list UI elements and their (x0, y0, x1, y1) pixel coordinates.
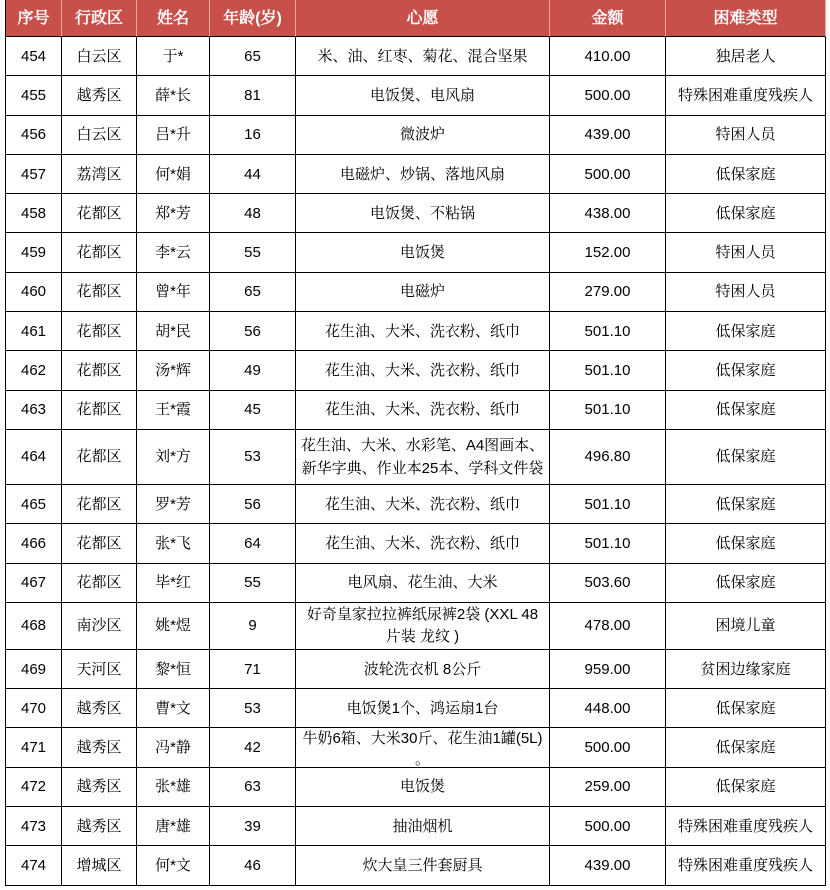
cell-name: 王*霞 (137, 391, 210, 430)
cell-difficulty-type: 低保家庭 (666, 155, 826, 194)
cell-amount: 501.10 (550, 312, 666, 351)
cell-wish: 花生油、大米、洗衣粉、纸巾 (296, 391, 550, 430)
cell-index: 464 (6, 430, 62, 485)
cell-name: 何*娟 (137, 155, 210, 194)
wish-list-table (5, 0, 826, 886)
header-amount: 金额 (550, 0, 666, 37)
cell-amount: 500.00 (550, 76, 666, 115)
cell-district: 白云区 (62, 116, 137, 155)
cell-index: 456 (6, 116, 62, 155)
cell-index: 465 (6, 485, 62, 524)
cell-index: 461 (6, 312, 62, 351)
cell-age: 45 (210, 391, 296, 430)
cell-name: 毕*红 (137, 564, 210, 603)
table-row (6, 116, 826, 155)
cell-amount: 410.00 (550, 37, 666, 76)
cell-district: 花都区 (62, 485, 137, 524)
cell-wish: 电饭煲、电风扇 (296, 76, 550, 115)
cell-amount: 959.00 (550, 650, 666, 689)
cell-age: 64 (210, 524, 296, 563)
table-row (6, 650, 826, 689)
header-wish: 心愿 (296, 0, 550, 37)
cell-wish: 电饭煲1个、鸿运扇1台 (296, 689, 550, 728)
cell-amount: 501.10 (550, 391, 666, 430)
cell-district: 越秀区 (62, 76, 137, 115)
cell-age: 63 (210, 768, 296, 807)
table-row (6, 273, 826, 312)
cell-district: 越秀区 (62, 807, 137, 846)
cell-index: 471 (6, 728, 62, 767)
header-difficulty-type: 困难类型 (666, 0, 826, 37)
table-row (6, 233, 826, 272)
cell-difficulty-type: 特殊困难重度残疾人 (666, 76, 826, 115)
cell-difficulty-type: 低保家庭 (666, 564, 826, 603)
cell-amount: 500.00 (550, 155, 666, 194)
cell-name: 薛*长 (137, 76, 210, 115)
cell-wish: 炊大皇三件套厨具 (296, 846, 550, 885)
cell-name: 于* (137, 37, 210, 76)
table-row (6, 768, 826, 807)
cell-age: 44 (210, 155, 296, 194)
cell-difficulty-type: 低保家庭 (666, 351, 826, 390)
cell-district: 花都区 (62, 351, 137, 390)
cell-age: 71 (210, 650, 296, 689)
cell-index: 473 (6, 807, 62, 846)
cell-wish: 花生油、大米、洗衣粉、纸巾 (296, 312, 550, 351)
cell-amount: 478.00 (550, 603, 666, 650)
header-age: 年龄(岁) (210, 0, 296, 37)
cell-difficulty-type: 低保家庭 (666, 430, 826, 485)
cell-age: 55 (210, 233, 296, 272)
cell-wish: 花生油、大米、洗衣粉、纸巾 (296, 524, 550, 563)
table-row (6, 312, 826, 351)
cell-age: 49 (210, 351, 296, 390)
cell-difficulty-type: 贫困边缘家庭 (666, 650, 826, 689)
cell-wish: 抽油烟机 (296, 807, 550, 846)
cell-name: 汤*辉 (137, 351, 210, 390)
cell-district: 花都区 (62, 430, 137, 485)
cell-wish: 电饭煲 (296, 233, 550, 272)
table-row (6, 689, 826, 728)
cell-district: 花都区 (62, 233, 137, 272)
cell-age: 53 (210, 689, 296, 728)
table-header-row (6, 0, 826, 37)
table-row (6, 155, 826, 194)
cell-amount: 500.00 (550, 807, 666, 846)
cell-age: 46 (210, 846, 296, 885)
cell-age: 48 (210, 194, 296, 233)
cell-index: 454 (6, 37, 62, 76)
header-index: 序号 (6, 0, 62, 37)
cell-name: 曹*文 (137, 689, 210, 728)
cell-index: 459 (6, 233, 62, 272)
table-row (6, 351, 826, 390)
cell-index: 470 (6, 689, 62, 728)
table-row (6, 194, 826, 233)
cell-difficulty-type: 特困人员 (666, 116, 826, 155)
table-row (6, 430, 826, 485)
cell-district: 花都区 (62, 273, 137, 312)
header-name: 姓名 (137, 0, 210, 37)
cell-wish: 花生油、大米、洗衣粉、纸巾 (296, 351, 550, 390)
cell-district: 花都区 (62, 312, 137, 351)
table-row (6, 564, 826, 603)
cell-age: 53 (210, 430, 296, 485)
cell-index: 466 (6, 524, 62, 563)
cell-wish: 好奇皇家拉拉裤纸尿裤2袋 (XXL 48片装 龙纹 ) (296, 603, 550, 650)
cell-wish: 电磁炉、炒锅、落地风扇 (296, 155, 550, 194)
cell-wish: 牛奶6箱、大米30斤、花生油1罐(5L)。 (296, 728, 550, 767)
cell-wish: 电饭煲 (296, 768, 550, 807)
cell-difficulty-type: 低保家庭 (666, 768, 826, 807)
cell-difficulty-type: 特殊困难重度残疾人 (666, 846, 826, 885)
cell-district: 天河区 (62, 650, 137, 689)
cell-difficulty-type: 低保家庭 (666, 485, 826, 524)
cell-age: 55 (210, 564, 296, 603)
cell-district: 越秀区 (62, 768, 137, 807)
cell-age: 65 (210, 273, 296, 312)
table-row (6, 391, 826, 430)
cell-name: 张*飞 (137, 524, 210, 563)
cell-name: 黎*恒 (137, 650, 210, 689)
table-row (6, 524, 826, 563)
cell-difficulty-type: 困境儿童 (666, 603, 826, 650)
cell-district: 增城区 (62, 846, 137, 885)
cell-amount: 438.00 (550, 194, 666, 233)
cell-wish: 电饭煲、不粘锅 (296, 194, 550, 233)
cell-difficulty-type: 低保家庭 (666, 194, 826, 233)
cell-name: 胡*民 (137, 312, 210, 351)
cell-name: 冯*静 (137, 728, 210, 767)
cell-amount: 503.60 (550, 564, 666, 603)
cell-index: 474 (6, 846, 62, 885)
cell-amount: 279.00 (550, 273, 666, 312)
cell-amount: 448.00 (550, 689, 666, 728)
cell-age: 42 (210, 728, 296, 767)
cell-difficulty-type: 特困人员 (666, 273, 826, 312)
cell-district: 越秀区 (62, 689, 137, 728)
header-district: 行政区 (62, 0, 137, 37)
cell-name: 张*雄 (137, 768, 210, 807)
table-row (6, 485, 826, 524)
cell-district: 白云区 (62, 37, 137, 76)
cell-amount: 496.80 (550, 430, 666, 485)
cell-wish: 米、油、红枣、菊花、混合坚果 (296, 37, 550, 76)
cell-age: 9 (210, 603, 296, 650)
table-row (6, 807, 826, 846)
cell-amount: 501.10 (550, 485, 666, 524)
cell-age: 56 (210, 485, 296, 524)
cell-wish: 电风扇、花生油、大米 (296, 564, 550, 603)
table-row (6, 728, 826, 767)
cell-index: 468 (6, 603, 62, 650)
cell-index: 458 (6, 194, 62, 233)
cell-amount: 500.00 (550, 728, 666, 767)
cell-name: 罗*芳 (137, 485, 210, 524)
cell-index: 467 (6, 564, 62, 603)
cell-amount: 152.00 (550, 233, 666, 272)
cell-index: 472 (6, 768, 62, 807)
cell-age: 56 (210, 312, 296, 351)
table-row (6, 37, 826, 76)
cell-name: 吕*升 (137, 116, 210, 155)
cell-index: 463 (6, 391, 62, 430)
cell-name: 李*云 (137, 233, 210, 272)
cell-wish: 电磁炉 (296, 273, 550, 312)
cell-wish: 花生油、大米、洗衣粉、纸巾 (296, 485, 550, 524)
cell-index: 462 (6, 351, 62, 390)
cell-amount: 259.00 (550, 768, 666, 807)
cell-amount: 439.00 (550, 116, 666, 155)
cell-name: 何*文 (137, 846, 210, 885)
cell-difficulty-type: 特困人员 (666, 233, 826, 272)
table-row (6, 603, 826, 650)
cell-difficulty-type: 低保家庭 (666, 312, 826, 351)
cell-district: 花都区 (62, 524, 137, 563)
cell-age: 16 (210, 116, 296, 155)
cell-wish: 波轮洗衣机 8公斤 (296, 650, 550, 689)
cell-difficulty-type: 低保家庭 (666, 391, 826, 430)
cell-name: 唐*雄 (137, 807, 210, 846)
cell-district: 花都区 (62, 391, 137, 430)
cell-district: 花都区 (62, 564, 137, 603)
cell-name: 郑*芳 (137, 194, 210, 233)
cell-district: 越秀区 (62, 728, 137, 767)
cell-name: 刘*方 (137, 430, 210, 485)
cell-district: 南沙区 (62, 603, 137, 650)
cell-index: 457 (6, 155, 62, 194)
cell-index: 455 (6, 76, 62, 115)
cell-difficulty-type: 独居老人 (666, 37, 826, 76)
cell-wish: 微波炉 (296, 116, 550, 155)
cell-difficulty-type: 低保家庭 (666, 728, 826, 767)
cell-age: 39 (210, 807, 296, 846)
cell-amount: 439.00 (550, 846, 666, 885)
cell-name: 姚*煜 (137, 603, 210, 650)
table-row (6, 846, 826, 885)
cell-index: 469 (6, 650, 62, 689)
cell-amount: 501.10 (550, 351, 666, 390)
cell-amount: 501.10 (550, 524, 666, 563)
cell-age: 81 (210, 76, 296, 115)
cell-index: 460 (6, 273, 62, 312)
cell-wish: 花生油、大米、水彩笔、A4图画本、新华字典、作业本25本、学科文件袋 (296, 430, 550, 485)
cell-difficulty-type: 低保家庭 (666, 524, 826, 563)
cell-difficulty-type: 低保家庭 (666, 689, 826, 728)
cell-district: 花都区 (62, 194, 137, 233)
cell-district: 荔湾区 (62, 155, 137, 194)
cell-age: 65 (210, 37, 296, 76)
cell-difficulty-type: 特殊困难重度残疾人 (666, 807, 826, 846)
cell-name: 曾*年 (137, 273, 210, 312)
table-row (6, 76, 826, 115)
